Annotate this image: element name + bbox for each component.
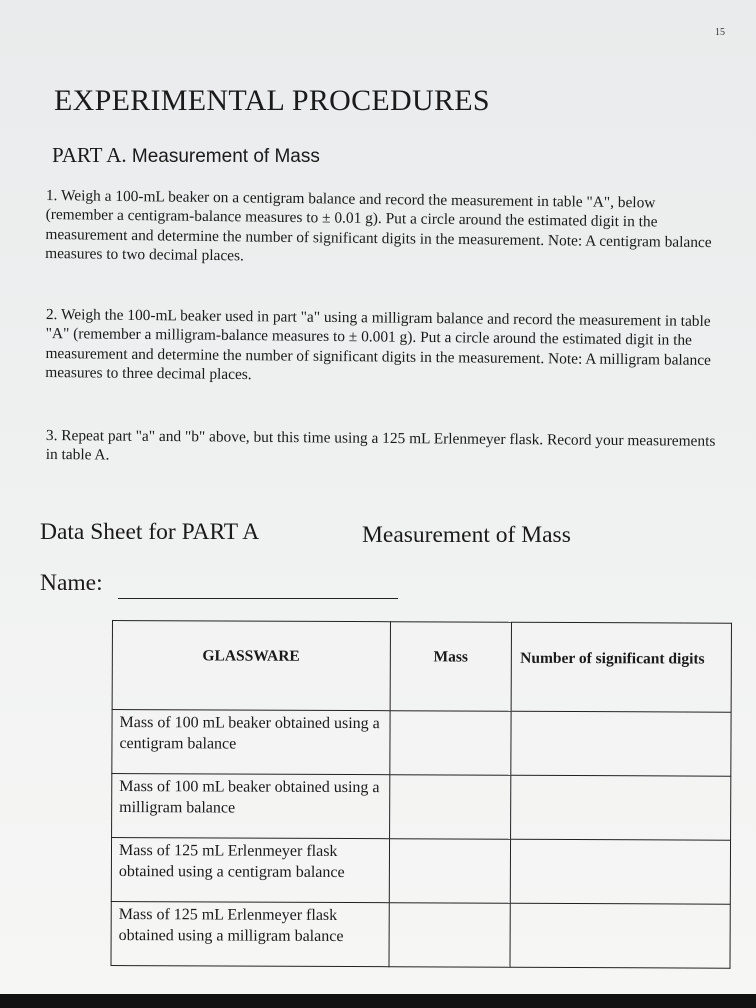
measurement-table [110,620,732,969]
part-subtitle: Measurement of Mass [131,146,320,167]
page-number: 15 [715,27,725,38]
row-label: Mass of 100 mL beaker obtained using a centigram balance [112,710,390,775]
page-title: EXPERIMENTAL PROCEDURES [54,84,490,117]
procedure-step-3: 3. Repeat part "a" and "b" above, but this time using a 125 mL Erlenmeyer flask. Record your measurements in table A. [45,426,716,464]
monitor-bezel [0,994,756,1008]
header-mass: Mass [390,622,512,712]
part-label: PART A. [52,143,127,167]
mass-cell[interactable] [389,711,511,776]
mass-cell[interactable] [389,839,511,904]
sig-digits-cell[interactable] [511,711,731,776]
table-row [112,774,731,841]
sig-digits-cell[interactable] [511,839,731,904]
procedure-step-1: 1. Weigh a 100-mL beaker on a centigram balance and record the measurement in table "A", below (remember a centigram-balance measures to ± 0.01 g). Put a circle around the estimated digit in the measurement and determine the number of significant digits in the measurement. Note: A centigram balance measures to two decimal places. [45,186,712,265]
header-glassware: GLASSWARE [112,621,390,711]
sig-digits-cell[interactable] [511,775,731,840]
table-row [111,901,730,968]
name-field[interactable] [118,598,398,599]
data-sheet-title: Data Sheet for PART A [40,519,260,545]
mass-cell[interactable] [389,775,511,840]
table-header-row [112,621,731,713]
header-significant-digits: Number of significant digits [511,622,731,712]
name-label: Name: [40,570,103,596]
row-label: Mass of 100 mL beaker obtained using a milligram balance [112,774,390,839]
sig-digits-cell[interactable] [510,903,730,968]
row-label: Mass of 125 mL Erlenmeyer flask obtained using a milligram balance [111,901,389,966]
table-row [111,838,730,905]
row-label: Mass of 125 mL Erlenmeyer flask obtained using a centigram balance [111,838,389,903]
procedure-step-2: 2. Weigh the 100-mL beaker used in part "a" using a milligram balance and record the measurement in table "A" (remember a milligram-balance measures to ± 0.001 g). Put a circle around the estimated digit in the measurement and determine the number of significant digits in the measurement. Note: A milligram balance measures to three decimal places. [45,305,711,384]
part-heading [52,143,320,168]
mass-cell[interactable] [389,903,511,968]
data-sheet-subtitle: Measurement of Mass [362,522,571,548]
table-row [112,710,731,777]
